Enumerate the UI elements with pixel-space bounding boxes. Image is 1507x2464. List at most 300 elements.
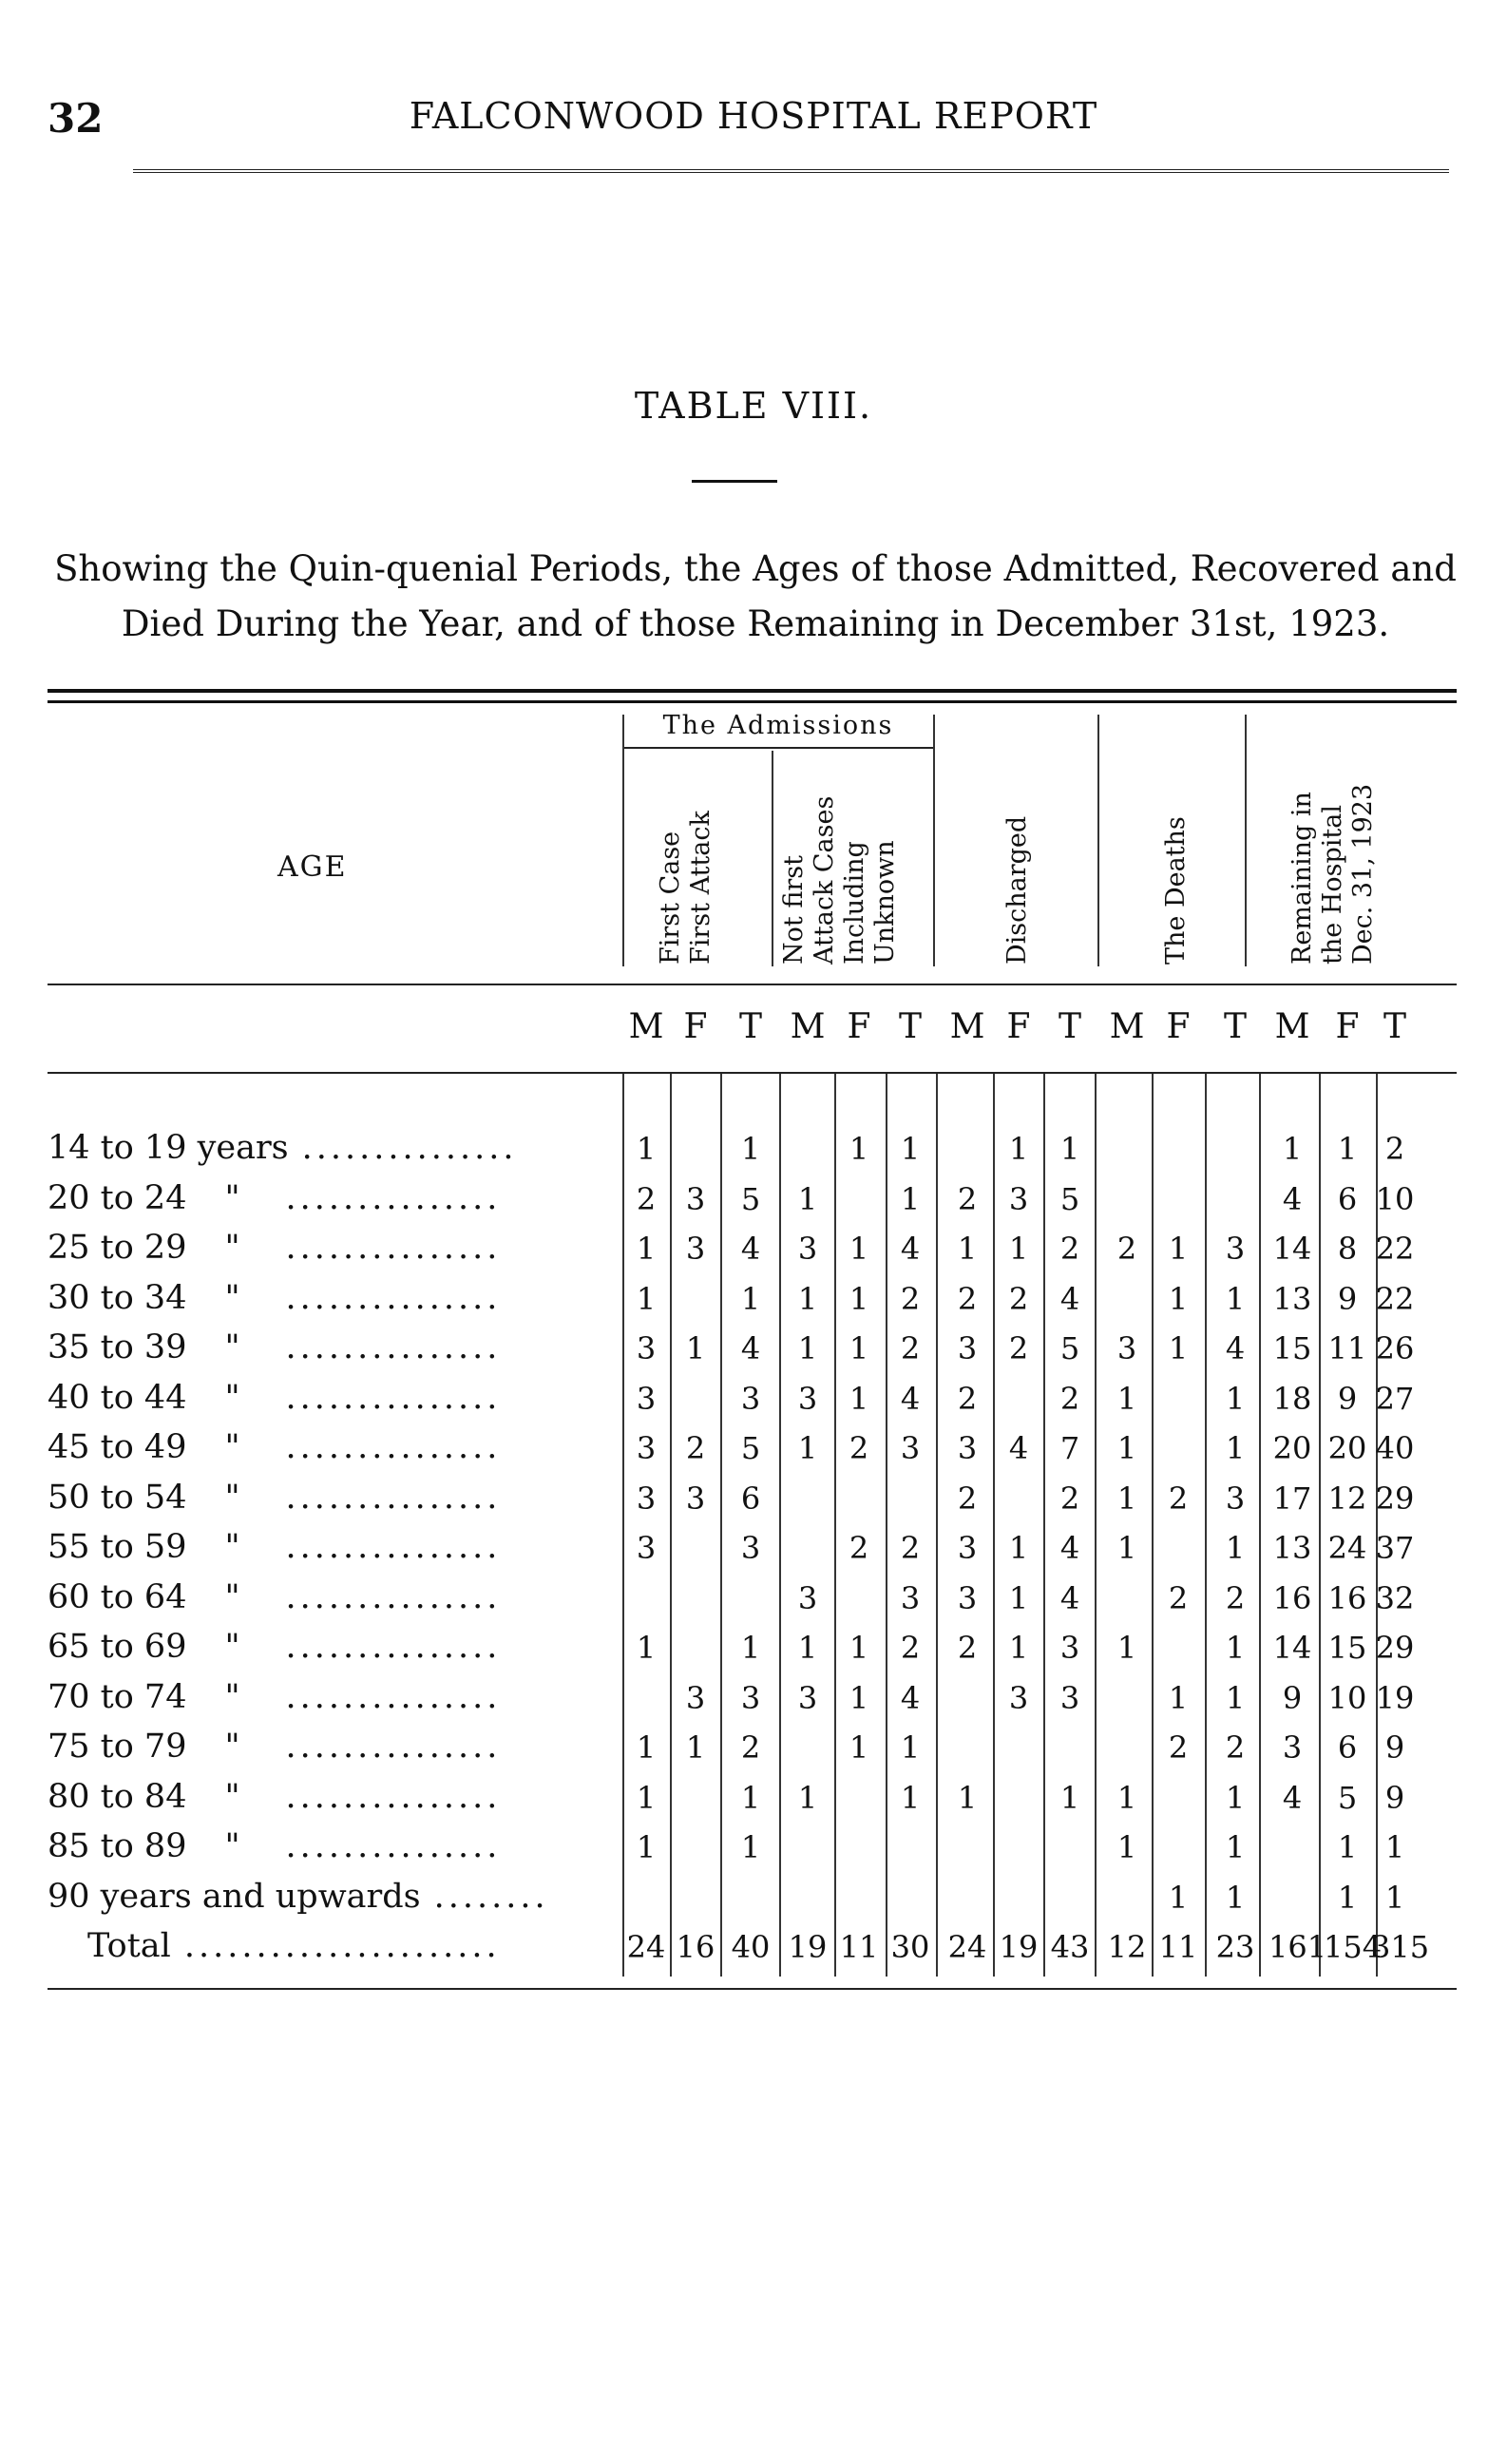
table-cell: 4 bbox=[1059, 1579, 1080, 1616]
column-divider bbox=[1152, 1074, 1154, 1977]
leader-dots: ............... bbox=[285, 1378, 502, 1417]
table-cell: 2 bbox=[685, 1430, 706, 1466]
row-age-text: 40 to 44 bbox=[48, 1378, 187, 1417]
table-cell: 4 bbox=[1225, 1330, 1246, 1366]
row-age-text: 70 to 74 bbox=[48, 1677, 187, 1716]
table-cell: 3 bbox=[1282, 1729, 1303, 1766]
sub-header-cell: F bbox=[1335, 1007, 1360, 1046]
table-cell: 2 bbox=[849, 1430, 869, 1466]
table-cell: 1 bbox=[685, 1729, 706, 1766]
table-cell: 1 bbox=[740, 1131, 761, 1167]
table-cell: 2 bbox=[900, 1530, 921, 1566]
sub-header-cell: T bbox=[1058, 1007, 1081, 1046]
row-label bbox=[48, 1728, 501, 1766]
row-age-text: Total bbox=[87, 1927, 171, 1965]
table-cell: 1 bbox=[1168, 1679, 1189, 1716]
table-cell: 2 bbox=[849, 1530, 869, 1566]
leader-dots: ............... bbox=[285, 1178, 502, 1217]
table-cell: 2 bbox=[740, 1729, 761, 1766]
ditto-mark: " bbox=[224, 1827, 240, 1865]
table-cell: 2 bbox=[900, 1280, 921, 1317]
column-divider bbox=[720, 1074, 722, 1977]
ditto-mark: " bbox=[224, 1478, 240, 1517]
table-cell: 1 bbox=[1282, 1131, 1303, 1167]
table-cell: 1 bbox=[636, 1280, 657, 1317]
table-cell: 22 bbox=[1375, 1231, 1415, 1267]
row-label bbox=[48, 1229, 501, 1267]
ditto-mark: " bbox=[224, 1428, 240, 1466]
table-cell: 3 bbox=[900, 1430, 921, 1466]
table-title: TABLE VIII. bbox=[634, 385, 873, 427]
table-cell: 3 bbox=[957, 1430, 978, 1466]
table-cell: 1 bbox=[1008, 1231, 1029, 1267]
table-cell: 3 bbox=[1225, 1480, 1246, 1517]
table-cell: 1 bbox=[636, 1779, 657, 1816]
table-cell: 29 bbox=[1375, 1480, 1415, 1517]
table-cell: 2 bbox=[1168, 1579, 1189, 1616]
sub-header-cell: F bbox=[847, 1007, 871, 1046]
table-cell: 3 bbox=[685, 1679, 706, 1716]
row-label bbox=[48, 1479, 501, 1517]
leader-dots: ............... bbox=[285, 1728, 502, 1766]
table-cell: 4 bbox=[1059, 1530, 1080, 1566]
sub-header-cell: F bbox=[1006, 1007, 1031, 1046]
table-cell: 1 bbox=[849, 1131, 869, 1167]
table-cell: 1 bbox=[740, 1630, 761, 1666]
table-cell: 3 bbox=[685, 1231, 706, 1267]
row-age-text: 30 to 34 bbox=[48, 1278, 187, 1317]
table-cell: 1 bbox=[1225, 1280, 1246, 1317]
table-cell: 1 bbox=[1116, 1630, 1137, 1666]
table-cell: 14 bbox=[1272, 1630, 1312, 1666]
sub-header-bottom-rule bbox=[48, 1072, 1457, 1074]
table-cell: 3 bbox=[1116, 1330, 1137, 1366]
leader-dots: ............... bbox=[285, 1777, 502, 1816]
table-cell: 24 bbox=[1327, 1530, 1367, 1566]
table-cell: 1 bbox=[1059, 1131, 1080, 1167]
table-cell: 1 bbox=[849, 1679, 869, 1716]
sub-header-cell: F bbox=[1166, 1007, 1191, 1046]
row-label bbox=[48, 1628, 501, 1666]
table-cell: 2 bbox=[1116, 1231, 1137, 1267]
table-cell: 2 bbox=[957, 1480, 978, 1517]
row-label bbox=[48, 1328, 501, 1366]
table-bottom-rule bbox=[48, 1988, 1457, 1990]
table-cell: 3 bbox=[740, 1530, 761, 1566]
table-cell: 2 bbox=[1225, 1729, 1246, 1766]
table-cell: 1 bbox=[1225, 1430, 1246, 1466]
table-cell: 6 bbox=[1337, 1729, 1358, 1766]
table-cell: 2 bbox=[900, 1630, 921, 1666]
table-cell: 2 bbox=[1008, 1280, 1029, 1317]
sub-header-cell: M bbox=[628, 1007, 664, 1046]
table-cell: 9 bbox=[1282, 1679, 1303, 1716]
table-cell: 3 bbox=[957, 1330, 978, 1366]
column-divider bbox=[1259, 1074, 1261, 1977]
table-cell: 29 bbox=[1375, 1630, 1415, 1666]
table-cell: 1 bbox=[1337, 1829, 1358, 1865]
leader-dots: ............... bbox=[301, 1129, 518, 1167]
row-label bbox=[48, 1379, 501, 1417]
table-cell: 24 bbox=[947, 1929, 987, 1965]
table-cell: 4 bbox=[900, 1380, 921, 1417]
table-cell: 3 bbox=[797, 1679, 818, 1716]
table-cell: 1 bbox=[636, 1729, 657, 1766]
header-vline bbox=[622, 715, 624, 966]
caption-line-1: Showing the Quin-quenial Periods, the Ages of those Admitted, Recovered and bbox=[54, 548, 1457, 589]
leader-dots: ............... bbox=[285, 1229, 502, 1267]
table-cell: 1 bbox=[1225, 1879, 1246, 1916]
row-label bbox=[87, 1927, 501, 1965]
table-cell: 3 bbox=[1225, 1231, 1246, 1267]
sub-header-cell: M bbox=[790, 1007, 826, 1046]
table-cell: 15 bbox=[1327, 1630, 1367, 1666]
table-cell: 8 bbox=[1337, 1231, 1358, 1267]
column-divider bbox=[936, 1074, 938, 1977]
table-cell: 5 bbox=[740, 1430, 761, 1466]
header-vline bbox=[1245, 715, 1247, 966]
table-cell: 24 bbox=[626, 1929, 666, 1965]
header-bottom-rule bbox=[48, 984, 1457, 985]
row-label bbox=[48, 1428, 501, 1466]
table-cell: 1 bbox=[1116, 1430, 1137, 1466]
table-cell: 1 bbox=[797, 1430, 818, 1466]
leader-dots: ............... bbox=[285, 1278, 502, 1317]
table-cell: 3 bbox=[900, 1579, 921, 1616]
column-header-line: Dec. 31, 1923 bbox=[1348, 783, 1378, 965]
table-top-double-rule bbox=[48, 689, 1457, 703]
table-cell: 3 bbox=[1059, 1630, 1080, 1666]
table-cell: 2 bbox=[1384, 1131, 1405, 1167]
table-cell: 1 bbox=[900, 1779, 921, 1816]
ditto-mark: " bbox=[224, 1178, 240, 1217]
table-cell: 1 bbox=[1168, 1879, 1189, 1916]
table-cell: 315 bbox=[1371, 1929, 1430, 1965]
row-age-text: 60 to 64 bbox=[48, 1577, 187, 1616]
table-cell: 2 bbox=[900, 1330, 921, 1366]
leader-dots: ........ bbox=[433, 1877, 549, 1916]
table-cell: 3 bbox=[957, 1530, 978, 1566]
table-cell: 1 bbox=[849, 1380, 869, 1417]
column-header-line: Attack Cases bbox=[810, 795, 839, 965]
table-cell: 32 bbox=[1375, 1579, 1415, 1616]
table-cell: 16 bbox=[676, 1929, 715, 1965]
sub-header-cell: T bbox=[1223, 1007, 1247, 1046]
column-header-line: Discharged bbox=[1002, 815, 1032, 965]
table-cell: 1 bbox=[1337, 1131, 1358, 1167]
table-cell: 1 bbox=[1116, 1779, 1137, 1816]
table-cell: 4 bbox=[1059, 1280, 1080, 1317]
table-cell: 1 bbox=[900, 1729, 921, 1766]
row-age-text: 50 to 54 bbox=[48, 1478, 187, 1517]
table-cell: 11 bbox=[1158, 1929, 1198, 1965]
table-cell: 13 bbox=[1272, 1530, 1312, 1566]
table-cell: 40 bbox=[731, 1929, 771, 1965]
table-cell: 154 bbox=[1324, 1929, 1383, 1965]
table-cell: 1 bbox=[797, 1180, 818, 1217]
table-cell: 3 bbox=[740, 1679, 761, 1716]
table-cell: 30 bbox=[890, 1929, 930, 1965]
row-age-text: 35 to 39 bbox=[48, 1328, 187, 1366]
leader-dots: ............... bbox=[285, 1677, 502, 1716]
table-cell: 1 bbox=[797, 1630, 818, 1666]
table-cell: 5 bbox=[1059, 1180, 1080, 1217]
table-cell: 18 bbox=[1272, 1380, 1312, 1417]
leader-dots: ...................... bbox=[183, 1927, 501, 1965]
table-cell: 3 bbox=[797, 1380, 818, 1417]
table-cell: 3 bbox=[636, 1530, 657, 1566]
table-cell: 1 bbox=[957, 1231, 978, 1267]
row-label bbox=[48, 1878, 549, 1916]
table-cell: 10 bbox=[1375, 1180, 1415, 1217]
table-cell: 23 bbox=[1215, 1929, 1255, 1965]
table-cell: 1 bbox=[1116, 1480, 1137, 1517]
column-header-line: First Attack bbox=[686, 811, 715, 965]
table-cell: 20 bbox=[1272, 1430, 1312, 1466]
table-cell: 27 bbox=[1375, 1380, 1415, 1417]
table-cell: 3 bbox=[1008, 1180, 1029, 1217]
table-cell: 5 bbox=[740, 1180, 761, 1217]
ditto-mark: " bbox=[224, 1628, 240, 1666]
row-label bbox=[48, 1129, 518, 1167]
table-cell: 4 bbox=[740, 1330, 761, 1366]
table-cell: 1 bbox=[900, 1180, 921, 1217]
table-cell: 1 bbox=[1225, 1679, 1246, 1716]
table-cell: 1 bbox=[1384, 1829, 1405, 1865]
column-divider bbox=[1043, 1074, 1045, 1977]
table-cell: 5 bbox=[1059, 1330, 1080, 1366]
table-cell: 1 bbox=[1008, 1131, 1029, 1167]
table-cell: 1 bbox=[636, 1630, 657, 1666]
row-age-text: 65 to 69 bbox=[48, 1628, 187, 1666]
table-cell: 1 bbox=[849, 1280, 869, 1317]
table-cell: 6 bbox=[1337, 1180, 1358, 1217]
table-cell: 12 bbox=[1327, 1480, 1367, 1517]
header-vline bbox=[1097, 715, 1099, 966]
admissions-group-header: The Admissions bbox=[662, 711, 894, 740]
table-cell: 1 bbox=[1059, 1779, 1080, 1816]
table-cell: 1 bbox=[797, 1779, 818, 1816]
table-cell: 1 bbox=[740, 1829, 761, 1865]
row-age-text: 90 years and upwards bbox=[48, 1877, 421, 1916]
table-cell: 2 bbox=[1059, 1231, 1080, 1267]
table-cell: 1 bbox=[685, 1330, 706, 1366]
table-cell: 1 bbox=[636, 1131, 657, 1167]
table-cell: 1 bbox=[1008, 1579, 1029, 1616]
leader-dots: ............... bbox=[285, 1328, 502, 1366]
table-cell: 19 bbox=[788, 1929, 828, 1965]
table-cell: 2 bbox=[957, 1280, 978, 1317]
ditto-mark: " bbox=[224, 1378, 240, 1417]
table-cell: 1 bbox=[1225, 1779, 1246, 1816]
table-cell: 2 bbox=[1168, 1480, 1189, 1517]
row-age-text: 85 to 89 bbox=[48, 1827, 187, 1865]
row-label bbox=[48, 1778, 501, 1816]
table-cell: 19 bbox=[1375, 1679, 1415, 1716]
column-header-line: Not first bbox=[779, 855, 809, 965]
table-cell: 4 bbox=[1282, 1779, 1303, 1816]
table-cell: 16 bbox=[1327, 1579, 1367, 1616]
table-cell: 1 bbox=[1225, 1380, 1246, 1417]
table-cell: 1 bbox=[1116, 1380, 1137, 1417]
column-divider bbox=[1319, 1074, 1321, 1977]
table-caption bbox=[38, 542, 1473, 652]
table-cell: 5 bbox=[1337, 1779, 1358, 1816]
table-cell: 1 bbox=[1337, 1879, 1358, 1916]
column-header-line: First Case bbox=[656, 831, 685, 965]
table-cell: 1 bbox=[957, 1779, 978, 1816]
table-cell: 17 bbox=[1272, 1480, 1312, 1517]
table-cell: 3 bbox=[1008, 1679, 1029, 1716]
leader-dots: ............... bbox=[285, 1827, 502, 1865]
table-cell: 3 bbox=[740, 1380, 761, 1417]
table-cell: 40 bbox=[1375, 1430, 1415, 1466]
table-cell: 20 bbox=[1327, 1430, 1367, 1466]
ditto-mark: " bbox=[224, 1728, 240, 1766]
table-cell: 13 bbox=[1272, 1280, 1312, 1317]
row-label bbox=[48, 1678, 501, 1716]
title-dash bbox=[692, 480, 777, 483]
row-label bbox=[48, 1279, 501, 1317]
table-cell: 1 bbox=[1168, 1280, 1189, 1317]
ditto-mark: " bbox=[224, 1777, 240, 1816]
ditto-mark: " bbox=[224, 1328, 240, 1366]
table-cell: 1 bbox=[1384, 1879, 1405, 1916]
table-cell: 10 bbox=[1327, 1679, 1367, 1716]
leader-dots: ............... bbox=[285, 1577, 502, 1616]
page-number: 32 bbox=[48, 95, 104, 142]
table-cell: 6 bbox=[740, 1480, 761, 1517]
table-cell: 1 bbox=[900, 1131, 921, 1167]
row-age-text: 25 to 29 bbox=[48, 1229, 187, 1267]
table-cell: 9 bbox=[1384, 1729, 1405, 1766]
sub-header-cell: M bbox=[1109, 1007, 1145, 1046]
table-cell: 4 bbox=[740, 1231, 761, 1267]
table-cell: 1 bbox=[1116, 1530, 1137, 1566]
table-cell: 1 bbox=[740, 1280, 761, 1317]
table-cell: 161 bbox=[1269, 1929, 1327, 1965]
sub-header-cell: M bbox=[1274, 1007, 1310, 1046]
table-cell: 3 bbox=[636, 1480, 657, 1517]
table-cell: 1 bbox=[849, 1630, 869, 1666]
table-cell: 1 bbox=[636, 1829, 657, 1865]
header-vline bbox=[772, 751, 773, 966]
column-header-line: Remaining in bbox=[1288, 792, 1317, 965]
sub-header-cell: T bbox=[738, 1007, 762, 1046]
table-cell: 1 bbox=[1008, 1630, 1029, 1666]
table-cell: 14 bbox=[1272, 1231, 1312, 1267]
table-cell: 3 bbox=[636, 1330, 657, 1366]
row-age-text: 55 to 59 bbox=[48, 1528, 187, 1566]
column-divider bbox=[834, 1074, 836, 1977]
table-cell: 1 bbox=[1168, 1231, 1189, 1267]
table-cell: 2 bbox=[1225, 1579, 1246, 1616]
age-column-header: AGE bbox=[277, 850, 348, 884]
leader-dots: ............... bbox=[285, 1628, 502, 1666]
sub-header-cell: M bbox=[949, 1007, 985, 1046]
table-cell: 1 bbox=[849, 1330, 869, 1366]
ditto-mark: " bbox=[224, 1577, 240, 1616]
table-cell: 4 bbox=[900, 1679, 921, 1716]
table-cell: 1 bbox=[1225, 1630, 1246, 1666]
table-cell: 3 bbox=[636, 1430, 657, 1466]
table-cell: 3 bbox=[1059, 1679, 1080, 1716]
ditto-mark: " bbox=[224, 1677, 240, 1716]
table-cell: 3 bbox=[797, 1231, 818, 1267]
table-cell: 1 bbox=[1116, 1829, 1137, 1865]
table-cell: 2 bbox=[957, 1380, 978, 1417]
table-cell: 4 bbox=[1282, 1180, 1303, 1217]
table-cell: 1 bbox=[1168, 1330, 1189, 1366]
table-cell: 2 bbox=[957, 1180, 978, 1217]
table-cell: 3 bbox=[685, 1480, 706, 1517]
row-age-text: 20 to 24 bbox=[48, 1178, 187, 1217]
column-divider bbox=[1205, 1074, 1207, 1977]
top-rule bbox=[133, 169, 1449, 173]
column-header-line: The Deaths bbox=[1161, 816, 1191, 965]
running-title: FALCONWOOD HOSPITAL REPORT bbox=[409, 95, 1098, 137]
leader-dots: ............... bbox=[285, 1528, 502, 1566]
table-cell: 1 bbox=[740, 1779, 761, 1816]
column-divider bbox=[1095, 1074, 1097, 1977]
sub-header-cell: F bbox=[683, 1007, 708, 1046]
row-age-text: 14 to 19 years bbox=[48, 1129, 289, 1167]
row-age-text: 75 to 79 bbox=[48, 1728, 187, 1766]
table-cell: 3 bbox=[797, 1579, 818, 1616]
row-label bbox=[48, 1827, 501, 1865]
table-cell: 16 bbox=[1272, 1579, 1312, 1616]
table-cell: 37 bbox=[1375, 1530, 1415, 1566]
column-divider bbox=[779, 1074, 781, 1977]
table-cell: 3 bbox=[636, 1380, 657, 1417]
table-cell: 1 bbox=[1225, 1530, 1246, 1566]
table-cell: 1 bbox=[1008, 1530, 1029, 1566]
sub-header-cell: T bbox=[898, 1007, 922, 1046]
table-cell: 1 bbox=[849, 1231, 869, 1267]
column-header-line: Including bbox=[840, 841, 869, 965]
table-cell: 4 bbox=[1008, 1430, 1029, 1466]
sub-header-cell: T bbox=[1383, 1007, 1406, 1046]
row-age-text: 45 to 49 bbox=[48, 1428, 187, 1466]
table-cell: 4 bbox=[900, 1231, 921, 1267]
table-cell: 2 bbox=[636, 1180, 657, 1217]
table-cell: 11 bbox=[839, 1929, 879, 1965]
column-header-line: Unknown bbox=[870, 840, 900, 965]
table-cell: 22 bbox=[1375, 1280, 1415, 1317]
table-cell: 1 bbox=[1225, 1829, 1246, 1865]
table-cell: 1 bbox=[636, 1231, 657, 1267]
leader-dots: ............... bbox=[285, 1428, 502, 1466]
ditto-mark: " bbox=[224, 1229, 240, 1267]
table-cell: 1 bbox=[797, 1280, 818, 1317]
table-cell: 2 bbox=[1059, 1480, 1080, 1517]
table-cell: 9 bbox=[1337, 1280, 1358, 1317]
column-header-line: the Hospital bbox=[1318, 805, 1347, 965]
table-cell: 3 bbox=[685, 1180, 706, 1217]
leader-dots: ............... bbox=[285, 1478, 502, 1517]
table-cell: 2 bbox=[957, 1630, 978, 1666]
table-cell: 7 bbox=[1059, 1430, 1080, 1466]
header-vline bbox=[933, 715, 935, 966]
table-cell: 12 bbox=[1107, 1929, 1147, 1965]
admissions-group-underline bbox=[623, 747, 933, 749]
table-cell: 15 bbox=[1272, 1330, 1312, 1366]
ditto-mark: " bbox=[224, 1278, 240, 1317]
table-cell: 1 bbox=[797, 1330, 818, 1366]
row-age-text: 80 to 84 bbox=[48, 1777, 187, 1816]
table-cell: 9 bbox=[1384, 1779, 1405, 1816]
table-cell: 26 bbox=[1375, 1330, 1415, 1366]
